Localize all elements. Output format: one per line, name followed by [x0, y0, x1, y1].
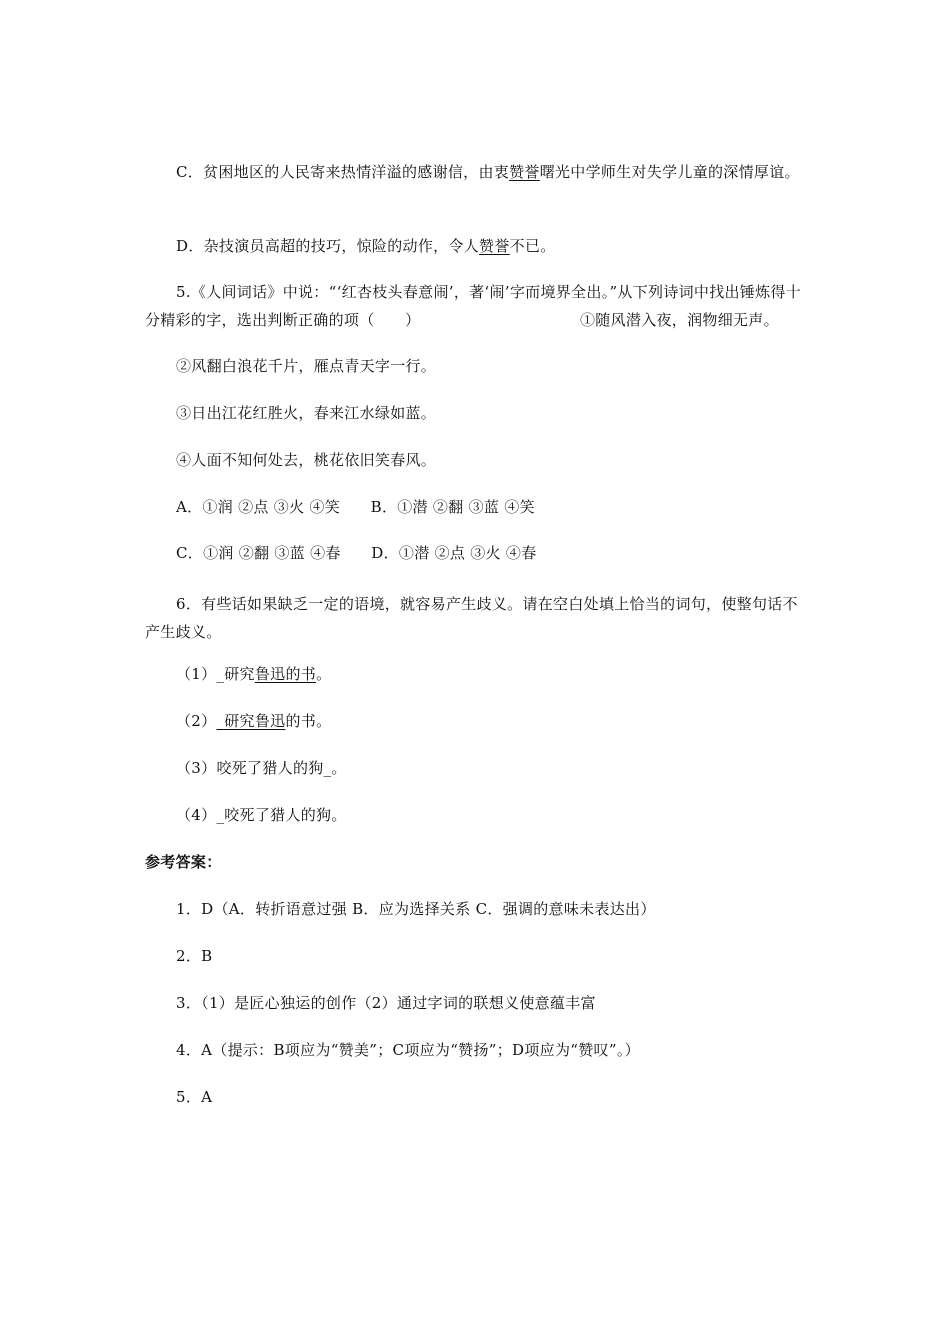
q6-s1-text-end: 。	[316, 665, 332, 683]
q4-option-c-text-end: 曙光中学师生对失学儿童的深情厚谊。	[539, 163, 800, 181]
answer-1: 1．D（A．转折语意过强 B．应为选择关系 C．强调的意味未表达出）	[176, 900, 656, 918]
q4-option-d-text: D．杂技演员高超的技巧，惊险的动作，令人	[176, 237, 480, 255]
q4-option-d	[176, 236, 556, 256]
q6-sentence-3: （3）咬死了猎人的狗_。	[176, 759, 347, 777]
answer-3: 3．（1）是匠心独运的创作（2）通过字词的联想义使意蕴丰富	[176, 994, 596, 1012]
q4-option-c-text: C．贫困地区的人民寄来热情洋溢的感谢信，由衷	[176, 163, 510, 181]
q5-options-cd: C．①润 ②翻 ③蓝 ④春 D．①潜 ②点 ③火 ④春	[176, 544, 537, 562]
q4-option-c-underlined: 赞誉	[509, 163, 540, 181]
q6-s1-underlined: 鲁迅的书	[254, 665, 317, 683]
q6-sentence-4: （4）_咬死了猎人的狗。	[176, 806, 347, 824]
q6-sentence-2	[176, 711, 331, 731]
q6-s2-text: （2）	[176, 712, 217, 730]
q6-stem: 6．有些话如果缺乏一定的语境，就容易产生歧义。请在空白处填上恰当的词句，使整句话不产生歧义。	[145, 595, 798, 641]
q6-s1-text: （1）_研究	[176, 665, 255, 683]
q5-line-2: ②风翻白浪花千片，雁点青天字一行。	[176, 357, 437, 375]
answers-heading: 参考答案：	[145, 853, 222, 871]
answer-2: 2．B	[176, 947, 213, 965]
q6-s2-underlined: _研究鲁迅	[216, 712, 286, 730]
q5-stem: 5.《人间词话》中说：“‘红杏枝头春意闹’，著‘闹’字而境界全出。”从下列诗词中找出锤炼得十分精彩的字，选出判断正确的项（ ）	[145, 283, 802, 329]
answer-5: 5．A	[176, 1088, 213, 1106]
q6-s2-text-end: 的书。	[285, 712, 332, 730]
q5-line-4: ④人面不知何处去，桃花依旧笑春风。	[176, 451, 437, 469]
q4-option-d-text-end: 不已。	[509, 237, 556, 255]
q5-options-ab: A．①润 ②点 ③火 ④笑 B．①潜 ②翻 ③蓝 ④笑	[176, 498, 535, 516]
q4-option-c	[145, 158, 810, 186]
q6-sentence-1	[176, 664, 331, 684]
q5-line-1: ①随风潜入夜，润物细无声。	[580, 311, 779, 329]
q4-option-d-underlined: 赞誉	[479, 237, 510, 255]
q5-line-3: ③日出江花红胜火，春来江水绿如蓝。	[176, 404, 437, 422]
answer-4: 4．A（提示：B项应为“赞美”；C项应为“赞扬”；D项应为“赞叹”。）	[176, 1041, 640, 1059]
